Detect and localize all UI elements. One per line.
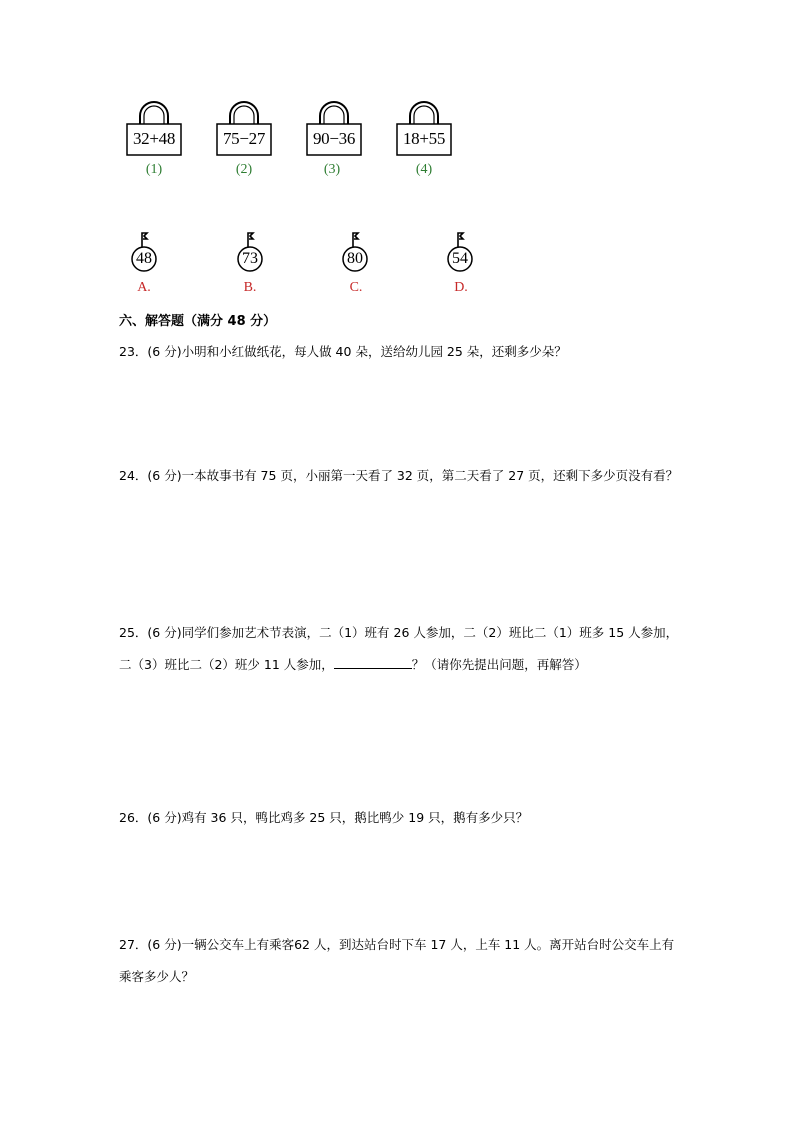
question-27: 27．(6 分)一辆公交车上有乘客62 人，到达站台时下车 17 人，上车 11 人。离开站台时公交车上有乘客多少人？: [119, 937, 675, 984]
section-title: 六、解答题（满分 48 分）: [119, 314, 277, 329]
key-3: [338, 230, 372, 272]
lock-expression: 18+55: [402, 129, 446, 148]
lock-3: [306, 100, 362, 160]
key-number: 54: [452, 250, 468, 267]
question-25-prompt: ？（请你先提出问题，再解答）: [411, 657, 587, 672]
key-label: C.: [349, 280, 363, 295]
lock-4: [396, 100, 452, 160]
answer-blank[interactable]: [334, 654, 412, 669]
question-25: [119, 617, 679, 681]
lock-expression: 32+48: [132, 129, 176, 148]
question-26: 26．(6 分)鸡有 36 只，鸭比鸡多 25 只，鹅比鸭少 19 只，鹅有多少只？: [119, 810, 529, 825]
key-number: 48: [136, 250, 152, 267]
lock-label: (4): [415, 162, 433, 177]
question-23: 23．(6 分)小明和小红做纸花，每人做 40 朵，送给幼儿园 25 朵，还剩多少朵？: [119, 344, 567, 359]
lock-expression: 75−27: [222, 129, 266, 148]
lock-label: (1): [145, 162, 163, 177]
key-4: [443, 230, 477, 272]
lock-expression: 90−36: [312, 129, 356, 148]
key-label: D.: [454, 280, 468, 295]
lock-1: [126, 100, 182, 160]
question-25-text: 25．(6 分)同学们参加艺术节表演，二（1）班有 26 人参加，二（2）班比二（1）班多 15 人参加，二（3）班比二（2）班少 11 人参加，: [119, 625, 679, 672]
lock-label: (3): [323, 162, 341, 177]
question-24: 24．(6 分)一本故事书有 75 页，小丽第一天看了 32 页，第二天看了 27 页，还剩下多少页没有看？: [119, 468, 679, 483]
key-label: A.: [137, 280, 151, 295]
key-2: [233, 230, 267, 272]
lock-2: [216, 100, 272, 160]
key-label: B.: [243, 280, 257, 295]
key-number: 73: [242, 250, 258, 267]
lock-label: (2): [235, 162, 253, 177]
key-number: 80: [347, 250, 363, 267]
key-1: [127, 230, 161, 272]
